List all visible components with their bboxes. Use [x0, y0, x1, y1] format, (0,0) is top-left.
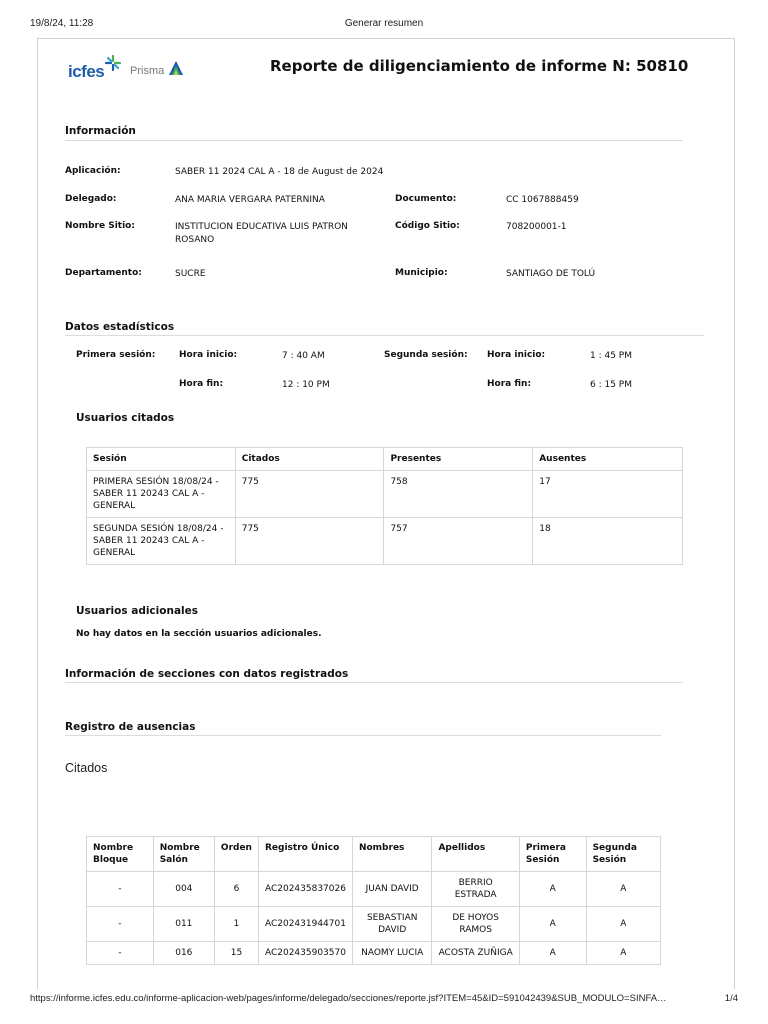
table-header-row [87, 837, 661, 872]
col-apellidos [432, 837, 519, 872]
cell-registro: AC202435903570 [258, 942, 352, 965]
header-line: Sesión [525, 855, 560, 865]
segunda-hora-fin-label: Hora fin: [487, 379, 532, 389]
cell-orden: 1 [214, 907, 258, 942]
primera-hora-fin-value: 12 : 10 PM [282, 380, 330, 390]
col-citados: Citados [235, 448, 384, 471]
sesion-line: GENERAL [93, 501, 136, 511]
cell-registro: AC202435837026 [258, 872, 352, 907]
citados-heading: Citados [65, 761, 108, 775]
documento-value: CC 1067888459 [506, 195, 579, 205]
cell-salon: 016 [153, 942, 214, 965]
col-presentes: Presentes [384, 448, 533, 471]
cell-citados: 775 [235, 471, 384, 518]
cell-ausentes: 17 [533, 471, 683, 518]
cell-orden: 15 [214, 942, 258, 965]
col-orden [214, 837, 258, 872]
delegado-label: Delegado: [65, 194, 117, 204]
cell-segunda: A [586, 907, 660, 942]
codigo-sitio-value: 708200001-1 [506, 222, 567, 232]
secciones-title: Información de secciones con datos registrados [65, 668, 349, 680]
municipio-value: SANTIAGO DE TOLÚ [506, 269, 596, 279]
primera-hora-inicio-label: Hora inicio: [179, 350, 238, 360]
apellidos-line: RAMOS [459, 925, 492, 935]
page-url: https://informe.icfes.edu.co/informe-aplicacion-web/pages/informe/delegado/secciones/reporte.jsf?ITEM=45&ID=591042439&SUB_MODULO=SINFA… [30, 993, 667, 1004]
cell-sesion [87, 518, 236, 565]
cell-primera: A [519, 942, 586, 965]
apellidos-line: ESTRADA [454, 890, 497, 900]
cell-bloque: - [87, 942, 154, 965]
cell-presentes: 758 [384, 471, 533, 518]
datos-title: Datos estadísticos [65, 321, 175, 333]
segunda-sesion-label: Segunda sesión: [384, 350, 468, 360]
delegado-value: ANA MARIA VERGARA PATERNINA [175, 195, 325, 205]
secciones-rule [65, 682, 683, 683]
table-row [87, 872, 661, 907]
primera-hora-inicio-value: 7 : 40 AM [282, 351, 325, 361]
header-line: Apellidos [438, 843, 486, 853]
header-line: Bloque [93, 855, 129, 865]
nombre-sitio-value-line2: ROSANO [175, 235, 215, 245]
nombres-line: NAOMY LUCIA [361, 948, 424, 958]
prisma-triangle-icon [168, 60, 184, 76]
header-line: Nombre [159, 843, 200, 853]
cell-presentes: 757 [384, 518, 533, 565]
table-row [87, 518, 683, 565]
nombre-sitio-value-line1: INSTITUCION EDUCATIVA LUIS PATRON [175, 222, 348, 232]
registro-rule [65, 735, 661, 736]
cell-nombres [352, 907, 431, 942]
header-line: Orden [220, 843, 252, 853]
sesion-line: GENERAL [93, 548, 136, 558]
print-header [30, 18, 738, 32]
informacion-rule [65, 140, 683, 141]
cell-ausentes: 18 [533, 518, 683, 565]
icfes-star-icon [104, 54, 122, 72]
cell-primera: A [519, 872, 586, 907]
header-line: Primera [525, 843, 566, 853]
registro-ausencias-title: Registro de ausencias [65, 721, 196, 733]
header-line: Registro Único [264, 843, 340, 853]
col-nombre-bloque [87, 837, 154, 872]
primera-sesion-label: Primera sesión: [76, 350, 156, 360]
print-title: Generar resumen [344, 18, 424, 29]
prisma-logo-text: Prisma [130, 65, 165, 77]
sesion-line: SABER 11 20243 CAL A - [93, 536, 205, 546]
report-title: Reporte de diligenciamiento de informe N: 50810 [270, 57, 689, 75]
cell-bloque: - [87, 872, 154, 907]
cell-salon: 011 [153, 907, 214, 942]
cell-orden: 6 [214, 872, 258, 907]
nombres-line: DAVID [378, 925, 407, 935]
col-registro-unico [258, 837, 352, 872]
sesion-line: SABER 11 20243 CAL A - [93, 489, 205, 499]
registro-ausencias-table [86, 836, 661, 965]
usuarios-adicionales-empty: No hay datos en la sección usuarios adicionales. [76, 629, 322, 639]
datos-rule [65, 335, 704, 336]
col-primera-sesion [519, 837, 586, 872]
col-ausentes: Ausentes [533, 448, 683, 471]
page-number: 1/4 [724, 993, 738, 1004]
apellidos-line: BERRIO [458, 878, 493, 888]
icfes-logo-text: icfes [68, 62, 105, 81]
cell-segunda: A [586, 872, 660, 907]
nombres-line: JUAN DAVID [365, 884, 419, 894]
cell-apellidos [432, 942, 519, 965]
col-nombre-salon [153, 837, 214, 872]
col-segunda-sesion [586, 837, 660, 872]
cell-citados: 775 [235, 518, 384, 565]
cell-bloque: - [87, 907, 154, 942]
municipio-label: Municipio: [395, 268, 448, 278]
nombres-line: SEBASTIAN [366, 913, 418, 923]
cell-salon: 004 [153, 872, 214, 907]
print-datetime: 19/8/24, 11:28 [30, 18, 94, 29]
sesion-line: PRIMERA SESIÓN 18/08/24 - [93, 477, 219, 487]
header-line: Nombre [93, 843, 134, 853]
aplicacion-value: SABER 11 2024 CAL A - 18 de August de 2024 [175, 167, 384, 177]
nombre-sitio-label: Nombre Sitio: [65, 221, 135, 231]
cell-apellidos [432, 872, 519, 907]
icfes-prisma-logo [68, 54, 198, 86]
cell-segunda: A [586, 942, 660, 965]
informacion-title: Información [65, 125, 136, 137]
sesion-line: SEGUNDA SESIÓN 18/08/24 - [93, 524, 224, 534]
departamento-label: Departamento: [65, 268, 142, 278]
documento-label: Documento: [395, 194, 457, 204]
table-header-row [87, 448, 683, 471]
apellidos-line: ACOSTA ZUÑIGA [438, 948, 513, 958]
cell-nombres [352, 872, 431, 907]
col-nombres [352, 837, 431, 872]
cell-apellidos [432, 907, 519, 942]
apellidos-line: DE HOYOS [452, 913, 499, 923]
primera-hora-fin-label: Hora fin: [179, 379, 224, 389]
print-footer [30, 993, 738, 1007]
header-line: Salón [159, 855, 188, 865]
departamento-value: SUCRE [175, 269, 206, 279]
cell-nombres [352, 942, 431, 965]
segunda-hora-inicio-value: 1 : 45 PM [590, 351, 632, 361]
header-line: Segunda [592, 843, 637, 853]
usuarios-citados-title: Usuarios citados [76, 412, 175, 424]
table-row [87, 907, 661, 942]
cell-registro: AC202431944701 [258, 907, 352, 942]
usuarios-adicionales-title: Usuarios adicionales [76, 605, 199, 617]
table-row [87, 471, 683, 518]
col-sesion: Sesión [87, 448, 236, 471]
codigo-sitio-label: Código Sitio: [395, 221, 460, 231]
aplicacion-label: Aplicación: [65, 166, 121, 176]
header-line: Nombres [358, 843, 405, 853]
cell-sesion [87, 471, 236, 518]
cell-primera: A [519, 907, 586, 942]
segunda-hora-inicio-label: Hora inicio: [487, 350, 546, 360]
table-row [87, 942, 661, 965]
usuarios-citados-table [86, 447, 683, 565]
segunda-hora-fin-value: 6 : 15 PM [590, 380, 632, 390]
header-line: Sesión [592, 855, 627, 865]
